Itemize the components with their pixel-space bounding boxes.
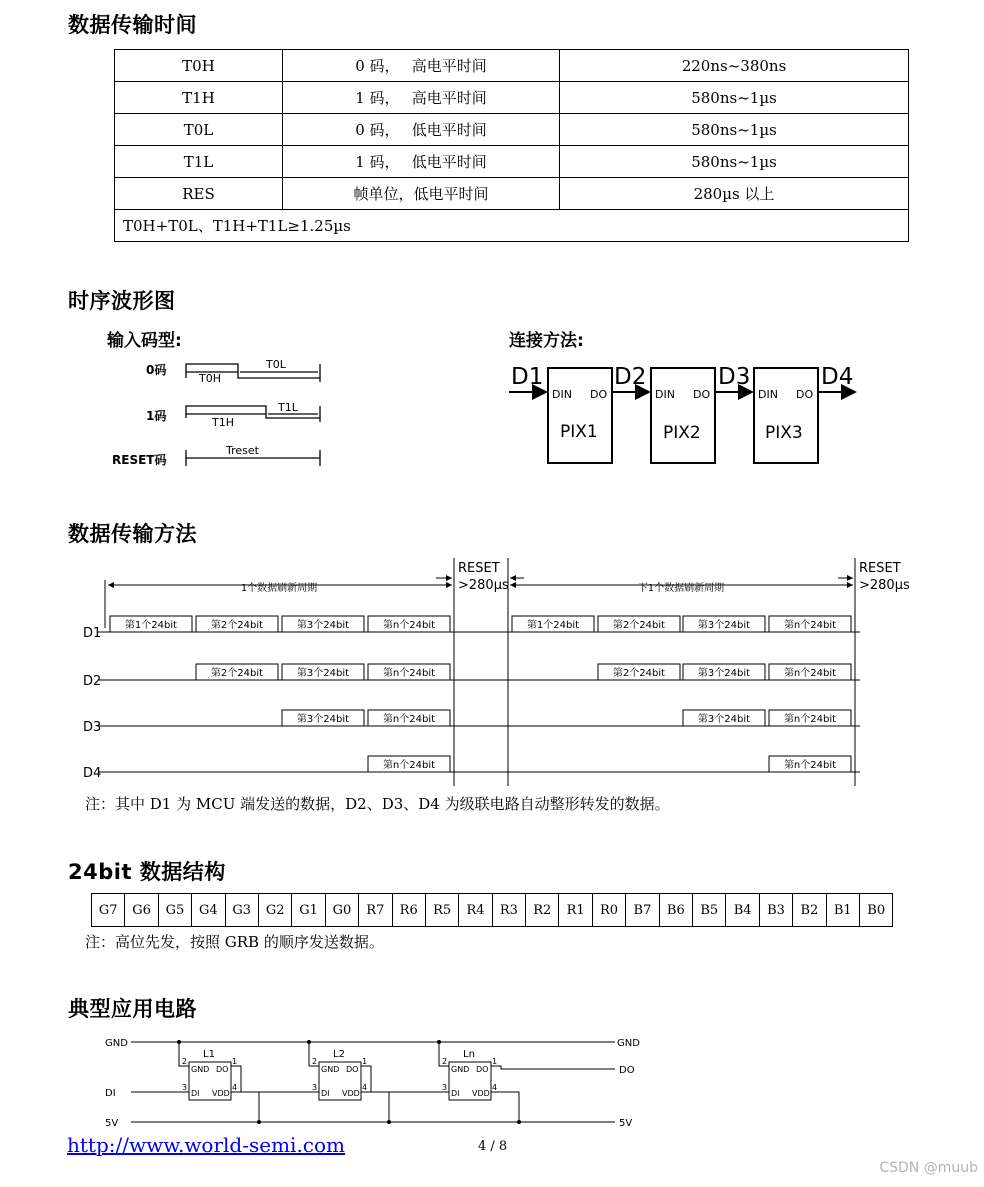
pix2-do: DO bbox=[693, 388, 711, 401]
bit-cell: B4 bbox=[726, 894, 759, 927]
bit-cell: R2 bbox=[526, 894, 559, 927]
reset-label-2: RESET bbox=[859, 561, 901, 576]
l2-pin-do: DO bbox=[346, 1065, 359, 1074]
timing-symbol: T0H bbox=[115, 50, 283, 82]
bit-cell: R5 bbox=[425, 894, 458, 927]
page-number: 4 / 8 bbox=[478, 1139, 508, 1154]
ln-pin-gnd: GND bbox=[451, 1065, 470, 1074]
timing-value: 580ns~1µs bbox=[560, 114, 909, 146]
pix1-label: PIX1 bbox=[560, 422, 598, 442]
timing-value: 280µs 以上 bbox=[560, 178, 909, 210]
l1-pin-num-3: 3 bbox=[182, 1083, 188, 1092]
d2-box-n: 第n个24bit bbox=[382, 668, 436, 679]
reset-time-2: >280µs bbox=[859, 578, 910, 593]
5v-right: 5V bbox=[619, 1118, 633, 1129]
ln-pin-di: DI bbox=[451, 1089, 460, 1098]
transfer-note: 注：其中 D1 为 MCU 端发送的数据，D2、D3、D4 为级联电路自动整形转发的数据。 bbox=[85, 795, 670, 813]
section-title-transfer: 数据传输方法 bbox=[68, 522, 197, 546]
timing-symbol: T1L bbox=[115, 146, 283, 178]
timing-value: 580ns~1µs bbox=[560, 146, 909, 178]
d1-box-n: 第n个24bit bbox=[382, 620, 436, 631]
section-title-struct: 24bit 数据结构 bbox=[68, 860, 226, 884]
d3-label: D3 bbox=[718, 364, 751, 390]
ln-pin-num-3: 3 bbox=[442, 1083, 448, 1092]
bit-cell: B3 bbox=[759, 894, 792, 927]
d1-box-1: 第1个24bit bbox=[124, 620, 178, 631]
gnd-left: GND bbox=[105, 1038, 128, 1049]
code1-label: 1码 bbox=[146, 409, 167, 423]
bits-note: 注：高位先发，按照 GRB 的顺序发送数据。 bbox=[85, 933, 384, 951]
bit-cell: R0 bbox=[592, 894, 625, 927]
d1-box-2-next: 第2个24bit bbox=[612, 620, 666, 631]
ln-label: Ln bbox=[463, 1049, 475, 1060]
timing-description: 0 码， 低电平时间 bbox=[283, 114, 560, 146]
timing-symbol: T0L bbox=[115, 114, 283, 146]
d3-box-3: 第3个24bit bbox=[296, 714, 350, 725]
timing-row bbox=[115, 178, 909, 210]
ln-pin-num-1: 1 bbox=[492, 1057, 498, 1066]
bit-cell: R3 bbox=[492, 894, 525, 927]
pix1-din: DIN bbox=[552, 388, 572, 401]
connection-diagram bbox=[505, 358, 865, 470]
gnd-right: GND bbox=[617, 1038, 640, 1049]
l1-label: L1 bbox=[203, 1049, 215, 1060]
d4-box-n: 第n个24bit bbox=[382, 760, 436, 771]
pix3-do: DO bbox=[796, 388, 814, 401]
d2-box-2: 第2个24bit bbox=[210, 668, 264, 679]
d1-box-2: 第2个24bit bbox=[210, 620, 264, 631]
bit-cell: B6 bbox=[659, 894, 692, 927]
timing-description: 1 码， 低电平时间 bbox=[283, 146, 560, 178]
l1-pin-di: DI bbox=[191, 1089, 200, 1098]
d3-box-n-next: 第n个24bit bbox=[783, 714, 837, 725]
timing-note: T0H+T0L、T1H+T1L≥1.25µs bbox=[115, 210, 909, 242]
ln-pin-num-4: 4 bbox=[492, 1083, 498, 1092]
reset-time-1: >280µs bbox=[458, 578, 509, 593]
l1-pin-num-1: 1 bbox=[232, 1057, 238, 1066]
bit-cell: R7 bbox=[359, 894, 392, 927]
timing-row bbox=[115, 114, 909, 146]
l2-pin-vdd: VDD bbox=[342, 1089, 360, 1098]
l1-pin-num-2: 2 bbox=[182, 1057, 188, 1066]
input-code-title: 输入码型: bbox=[107, 331, 182, 351]
l2-pin-num-1: 1 bbox=[362, 1057, 368, 1066]
timing-symbol: T1H bbox=[115, 82, 283, 114]
bit-cell: G5 bbox=[158, 894, 191, 927]
d2-box-3: 第3个24bit bbox=[296, 668, 350, 679]
t1h-label: T1H bbox=[212, 416, 234, 429]
pix2-din: DIN bbox=[655, 388, 675, 401]
timing-description: 帧单位，低电平时间 bbox=[283, 178, 560, 210]
ln-pin-num-2: 2 bbox=[442, 1057, 448, 1066]
period-label-2: 下1个数据刷新周期 bbox=[637, 583, 725, 594]
bit-cell: G4 bbox=[192, 894, 225, 927]
timing-description: 0 码， 高电平时间 bbox=[283, 50, 560, 82]
period-label-1: 1个数据刷新周期 bbox=[240, 583, 318, 594]
do-right: DO bbox=[619, 1065, 635, 1076]
bit-structure-table bbox=[91, 893, 893, 927]
section-title-waveform: 时序波形图 bbox=[68, 289, 176, 313]
line-label-d2: D2 bbox=[83, 674, 102, 689]
timing-row bbox=[115, 50, 909, 82]
l1-pin-do: DO bbox=[216, 1065, 229, 1074]
bit-cell: B1 bbox=[826, 894, 859, 927]
treset-label: Treset bbox=[226, 444, 259, 457]
timing-row bbox=[115, 146, 909, 178]
bit-cell: G0 bbox=[325, 894, 358, 927]
d1-box-1-next: 第1个24bit bbox=[526, 620, 580, 631]
l1-pin-gnd: GND bbox=[191, 1065, 210, 1074]
ln-pin-do: DO bbox=[476, 1065, 489, 1074]
timing-table bbox=[114, 49, 909, 242]
bit-cell: R1 bbox=[559, 894, 592, 927]
bit-cell: R4 bbox=[459, 894, 492, 927]
reset-code-label: RESET码 bbox=[112, 453, 167, 467]
l2-pin-num-2: 2 bbox=[312, 1057, 318, 1066]
d1-box-n-next: 第n个24bit bbox=[783, 620, 837, 631]
t1l-label: T1L bbox=[278, 401, 298, 414]
line-label-d4: D4 bbox=[83, 766, 102, 781]
bit-cell: G1 bbox=[292, 894, 325, 927]
bit-cell: B0 bbox=[859, 894, 892, 927]
timing-value: 220ns~380ns bbox=[560, 50, 909, 82]
footer-url-link[interactable]: http://www.world-semi.com bbox=[67, 1133, 346, 1157]
timing-description: 1 码， 高电平时间 bbox=[283, 82, 560, 114]
timing-symbol: RES bbox=[115, 178, 283, 210]
line-label-d3: D3 bbox=[83, 720, 102, 735]
d1-box-3-next: 第3个24bit bbox=[697, 620, 751, 631]
di-left: DI bbox=[105, 1088, 116, 1099]
d2-box-n-next: 第n个24bit bbox=[783, 668, 837, 679]
code0-label: 0码 bbox=[146, 363, 167, 377]
bit-cell: B7 bbox=[626, 894, 659, 927]
5v-left: 5V bbox=[105, 1118, 119, 1129]
l2-pin-di: DI bbox=[321, 1089, 330, 1098]
l2-pin-num-4: 4 bbox=[362, 1083, 368, 1092]
l2-pin-num-3: 3 bbox=[312, 1083, 318, 1092]
bit-cell: G6 bbox=[125, 894, 158, 927]
pix3-label: PIX3 bbox=[765, 423, 803, 443]
bit-cell: G3 bbox=[225, 894, 258, 927]
l1-pin-num-4: 4 bbox=[232, 1083, 238, 1092]
l2-label: L2 bbox=[333, 1049, 345, 1060]
bit-cell: B2 bbox=[793, 894, 826, 927]
d4-box-n-next: 第n个24bit bbox=[783, 760, 837, 771]
d1-label: D1 bbox=[511, 364, 544, 390]
d3-box-n: 第n个24bit bbox=[382, 714, 436, 725]
l1-pin-vdd: VDD bbox=[212, 1089, 230, 1098]
timing-value: 580ns~1µs bbox=[560, 82, 909, 114]
ln-pin-vdd: VDD bbox=[472, 1089, 490, 1098]
pix2-label: PIX2 bbox=[663, 423, 701, 443]
reset-label-1: RESET bbox=[458, 561, 500, 576]
pix1-do: DO bbox=[590, 388, 608, 401]
watermark: CSDN @muub bbox=[879, 1160, 978, 1176]
bit-cell: G7 bbox=[92, 894, 125, 927]
line-label-d1: D1 bbox=[83, 626, 102, 641]
d3-box-3-next: 第3个24bit bbox=[697, 714, 751, 725]
d1-box-3: 第3个24bit bbox=[296, 620, 350, 631]
t0l-label: T0L bbox=[266, 358, 286, 371]
timing-row bbox=[115, 82, 909, 114]
transfer-diagram bbox=[80, 558, 910, 790]
section-title-circuit: 典型应用电路 bbox=[68, 997, 197, 1021]
pix3-din: DIN bbox=[758, 388, 778, 401]
d2-label: D2 bbox=[614, 364, 647, 390]
bit-cell: G2 bbox=[258, 894, 291, 927]
d2-box-3-next: 第3个24bit bbox=[697, 668, 751, 679]
l2-pin-gnd: GND bbox=[321, 1065, 340, 1074]
application-circuit bbox=[95, 1030, 655, 1130]
bit-cell: B5 bbox=[693, 894, 726, 927]
bit-cell: R6 bbox=[392, 894, 425, 927]
input-code-diagram bbox=[100, 350, 340, 480]
d2-box-2-next: 第2个24bit bbox=[612, 668, 666, 679]
section-title-timing: 数据传输时间 bbox=[68, 13, 197, 37]
connection-title: 连接方法: bbox=[509, 331, 584, 351]
t0h-label: T0H bbox=[199, 372, 221, 385]
d4-label: D4 bbox=[821, 364, 854, 390]
